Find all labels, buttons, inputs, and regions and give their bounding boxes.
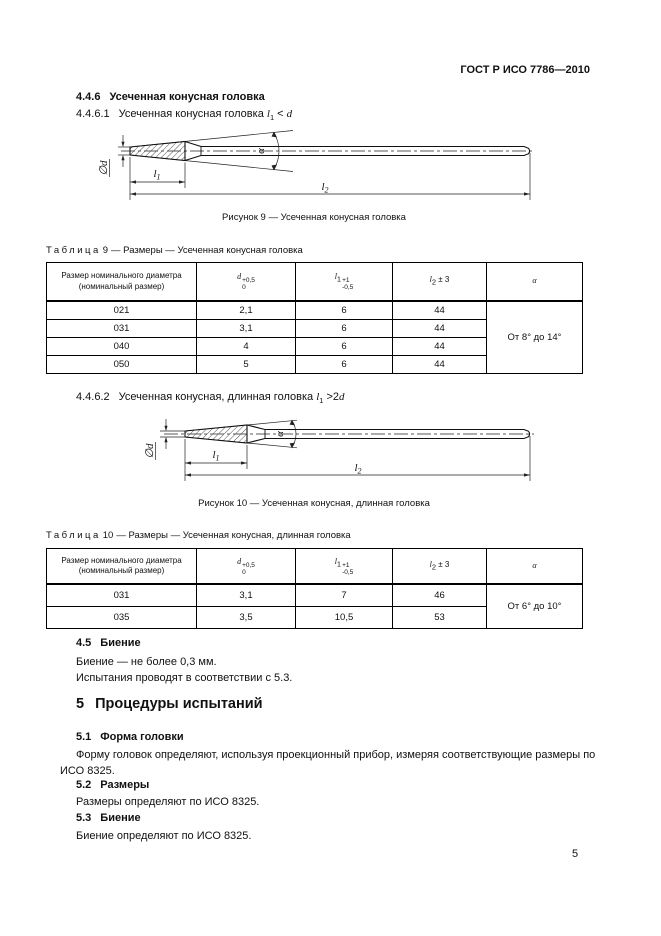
cell-size: 040 [47, 338, 197, 356]
header-l1: $l_1$ +1 -0,5 [296, 263, 393, 302]
header-nominal-size: Размер номинального диаметра (номинальный размер) [47, 549, 197, 585]
paragraph: Биение определяют по ИСО 8325. [76, 830, 252, 842]
table-caption-text: — Размеры — Усеченная конусная, длинная головка [116, 530, 351, 541]
header-l2: $l_2 \pm 3$ [393, 549, 487, 585]
dim-label-alpha: α [255, 148, 267, 154]
dim-label-l1: $l_1$ [212, 449, 220, 463]
paragraph: Биение — не более 0,3 мм. [76, 656, 217, 668]
dim-label-alpha: α [274, 431, 286, 437]
heading-number: 5 [76, 696, 85, 712]
cell-d: 2,1 [197, 301, 296, 320]
cell-l1: 6 [296, 338, 393, 356]
table-10 [46, 548, 583, 629]
dim-label-l2: $l_2$ [321, 181, 329, 195]
heading-number: 5.2 [76, 779, 92, 791]
cell-size: 035 [47, 607, 197, 629]
cell-size: 031 [47, 584, 197, 607]
cell-l1: 6 [296, 301, 393, 320]
math-relation: >2 [323, 391, 340, 403]
figure-10-drawing [85, 403, 555, 489]
page-number: 5 [572, 848, 579, 860]
table-caption-text: — Размеры — Усеченная конусная головка [111, 245, 303, 256]
table-caption-number: 10 [102, 530, 114, 541]
heading-title: Процедуры испытаний [95, 696, 263, 712]
dim-label-diameter: ∅d [98, 160, 110, 176]
table-caption-word: Таблица [46, 245, 101, 256]
math-l-sub: 1 [269, 113, 275, 123]
cell-size: 031 [47, 320, 197, 338]
heading-title: Биение [100, 637, 141, 649]
math-l: l [316, 391, 320, 403]
heading-4-4-6 [76, 91, 265, 103]
heading-title: Размеры [100, 779, 150, 791]
cell-size: 050 [47, 356, 197, 374]
cell-l1: 7 [296, 584, 393, 607]
table-header-row [47, 549, 583, 585]
cell-l2: 53 [393, 607, 487, 629]
header-d: d +0,5 0 [197, 263, 296, 302]
cell-alpha-range: От 8° до 14° [487, 301, 583, 374]
page-header: ГОСТ Р ИСО 7786—2010 [460, 64, 590, 76]
heading-5-3 [76, 812, 141, 824]
cell-d: 5 [197, 356, 296, 374]
table-10-caption [46, 530, 351, 541]
math-d: d [286, 108, 293, 120]
cell-l1: 6 [296, 356, 393, 374]
figure-10-caption: Рисунок 10 — Усеченная конусная, длинная головка [198, 498, 430, 509]
heading-text: Усеченная конусная, длинная головка [118, 391, 314, 403]
heading-5-2 [76, 779, 149, 791]
table-row [47, 301, 583, 320]
dim-label-diameter: ∅d [144, 443, 156, 459]
table-row [47, 584, 583, 607]
header-l2: $l_2 \pm 3$ [393, 263, 487, 302]
cell-l2: 44 [393, 320, 487, 338]
header-d: d +0,5 0 [197, 549, 296, 585]
cell-l2: 44 [393, 338, 487, 356]
heading-4-4-6-1 [76, 108, 292, 122]
heading-number: 5.3 [76, 812, 92, 824]
cell-l2: 44 [393, 301, 487, 320]
math-l: l [266, 108, 270, 120]
table-header-row [47, 263, 583, 302]
header-alpha: α [487, 263, 583, 302]
heading-number: 4.5 [76, 637, 92, 649]
cell-l1: 6 [296, 320, 393, 338]
cell-d: 3,1 [197, 320, 296, 338]
cell-d: 4 [197, 338, 296, 356]
heading-5-1 [76, 731, 184, 743]
header-l1: $l_1$ +1 -0,5 [296, 549, 393, 585]
cell-size: 021 [47, 301, 197, 320]
table-9-caption [46, 245, 303, 256]
heading-4-5 [76, 637, 141, 649]
header-alpha: α [487, 549, 583, 585]
table-caption-word: Таблица [46, 530, 101, 541]
heading-number: 4.4.6.1 [76, 108, 110, 120]
paragraph: Испытания проводят в соответствии с 5.3. [76, 672, 293, 684]
math-d: d [339, 391, 345, 403]
heading-title: Форма головки [100, 731, 184, 743]
cell-d: 3,5 [197, 607, 296, 629]
dim-label-l1: $l_1$ [153, 168, 161, 182]
cell-l2: 46 [393, 584, 487, 607]
math-relation: < [274, 108, 287, 120]
cell-alpha-range: От 6° до 10° [487, 584, 583, 629]
cell-l2: 44 [393, 356, 487, 374]
paragraph: Размеры определяют по ИСО 8325. [76, 796, 260, 808]
heading-title: Усеченная конусная головка [109, 91, 265, 103]
math-l-sub: 1 [319, 396, 324, 406]
heading-title: Биение [100, 812, 141, 824]
heading-number: 4.4.6 [76, 91, 101, 103]
table-caption-number: 9 [102, 245, 109, 256]
figure-9-caption: Рисунок 9 — Усеченная конусная головка [222, 212, 406, 223]
header-nominal-size: Размер номинального диаметра (номинальный размер) [47, 263, 197, 302]
cell-d: 3,1 [197, 584, 296, 607]
heading-5 [76, 696, 263, 712]
heading-number: 5.1 [76, 731, 92, 743]
heading-number: 4.4.6.2 [76, 391, 110, 403]
dim-label-diameter-group [98, 159, 110, 177]
cell-l1: 10,5 [296, 607, 393, 629]
table-9 [46, 262, 583, 374]
paragraph: Форму головок определяют, используя проекционный прибор, измеряя соответствующие размеры по ИСО 8325. [60, 749, 596, 777]
figure-9-drawing [85, 126, 555, 210]
dim-label-diameter-group [144, 442, 156, 460]
heading-text: Усеченная конусная головка [118, 108, 264, 120]
dim-label-l2: $l_2$ [354, 462, 362, 476]
